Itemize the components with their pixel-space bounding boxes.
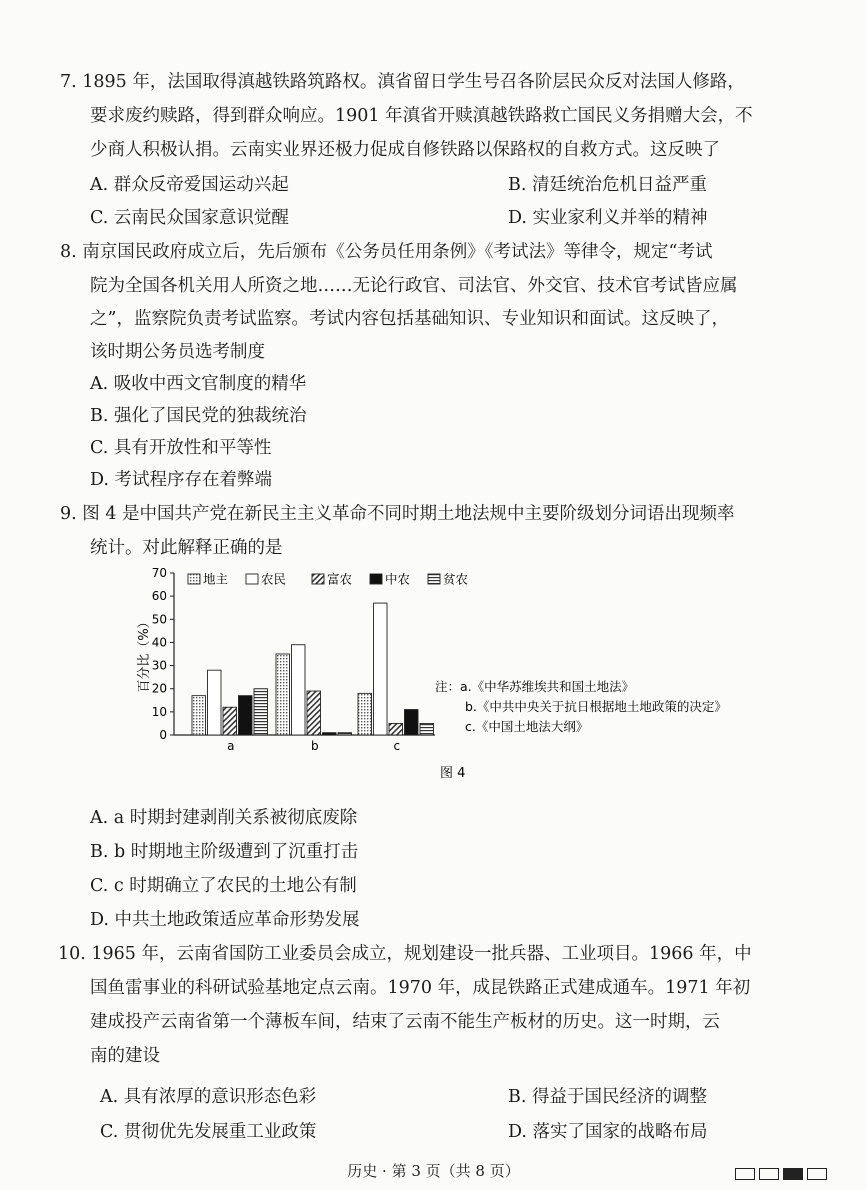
question-7-option-a[interactable]: A. 群众反帝爱国运动兴起 bbox=[90, 175, 289, 195]
chart-note-c: c.《中国土地法大纲》 bbox=[465, 719, 589, 734]
y-tick-label: 50 bbox=[151, 612, 167, 627]
bar-a-农民 bbox=[208, 670, 222, 735]
figure-caption: 图 4 bbox=[440, 766, 466, 781]
bar-a-中农 bbox=[239, 696, 253, 735]
question-10-line-3: 建成投产云南省第一个薄板车间，结束了云南不能生产板材的历史。这一时期，云 bbox=[90, 1012, 720, 1032]
bar-b-中农 bbox=[323, 733, 337, 735]
legend-swatch bbox=[312, 574, 324, 584]
question-7-option-d[interactable]: D. 实业家利义并举的精神 bbox=[508, 208, 708, 228]
question-10-line-1: 10. 1965 年，云南省国防工业委员会成立，规划建设一批兵器、工业项目。1966 年，中 bbox=[58, 944, 752, 964]
legend-swatch bbox=[188, 574, 200, 584]
question-9-line-1: 9. 图 4 是中国共产党在新民主主义革命不同时期土地法规中主要阶级划分词语出现频率 bbox=[60, 504, 735, 524]
question-9-option-b[interactable]: B. b 时期地主阶级遭到了沉重打击 bbox=[90, 842, 359, 862]
marker-box-empty-icon bbox=[735, 1168, 755, 1180]
question-7-line-3: 少商人积极认捐。云南实业界还极力促成自修铁路以保路权的自救方式。这反映了 bbox=[90, 140, 720, 160]
question-9-line-2: 统计。对此解释正确的是 bbox=[90, 538, 283, 558]
y-tick-label: 20 bbox=[151, 681, 167, 696]
x-tick-label: c bbox=[393, 739, 401, 753]
question-10-option-c[interactable]: C. 贯彻优先发展重工业政策 bbox=[100, 1122, 317, 1142]
legend-label: 富农 bbox=[327, 571, 353, 587]
question-8-option-b[interactable]: B. 强化了国民党的独裁统治 bbox=[90, 406, 307, 426]
question-8-line-4: 该时期公务员选考制度 bbox=[90, 342, 265, 362]
question-8-line-3: 之”，监察院负责考试监察。考试内容包括基础知识、专业知识和面试。这反映了， bbox=[90, 309, 729, 329]
bar-b-贫农 bbox=[338, 733, 352, 735]
y-tick-label: 60 bbox=[151, 589, 167, 604]
legend-swatch bbox=[246, 574, 258, 584]
y-tick-label: 30 bbox=[151, 658, 167, 673]
question-7-option-c[interactable]: C. 云南民众国家意识觉醒 bbox=[90, 208, 289, 228]
bar-c-农民 bbox=[374, 603, 388, 735]
legend-label: 贫农 bbox=[443, 571, 469, 587]
question-7-option-b[interactable]: B. 清廷统治危机日益严重 bbox=[508, 175, 707, 195]
bar-a-贫农 bbox=[254, 689, 268, 735]
bar-b-地主 bbox=[276, 654, 290, 735]
chart-note-a: 注：a.《中华苏维埃共和国土地法》 bbox=[435, 679, 635, 694]
question-8-line-1: 8. 南京国民政府成立后，先后颁布《公务员任用条例》《考试法》等律令，规定“考试 bbox=[60, 242, 713, 262]
y-tick-label: 40 bbox=[151, 635, 167, 650]
bar-c-地主 bbox=[358, 693, 372, 735]
question-8-line-2: 院为全国各机关用人所资之地……无论行政官、司法官、外交官、技术官考试皆应属 bbox=[90, 276, 738, 296]
page-footer: 历史 · 第 3 页（共 8 页） bbox=[347, 1162, 520, 1180]
bar-b-农民 bbox=[292, 645, 306, 735]
bar-c-富农 bbox=[389, 723, 403, 735]
question-10-line-4: 南的建设 bbox=[90, 1046, 160, 1066]
chart-note-b: b.《中共中央关于抗日根据地土地政策的决定》 bbox=[465, 699, 727, 714]
legend-swatch bbox=[428, 574, 440, 584]
question-10-option-b[interactable]: B. 得益于国民经济的调整 bbox=[508, 1087, 707, 1107]
x-tick-label: a bbox=[227, 739, 235, 753]
bar-b-富农 bbox=[307, 691, 321, 735]
bar-chart bbox=[130, 565, 790, 790]
question-10-option-d[interactable]: D. 落实了国家的战略布局 bbox=[508, 1122, 708, 1142]
question-8-option-d[interactable]: D. 考试程序存在着弊端 bbox=[90, 470, 273, 490]
bar-a-地主 bbox=[192, 696, 206, 735]
marker-box-empty-icon bbox=[807, 1168, 827, 1180]
y-tick-label: 70 bbox=[151, 566, 167, 580]
question-7-line-1: 7. 1895 年，法国取得滇越铁路筑路权。滇省留日学生号召各阶层民众反对法国人修路， bbox=[60, 72, 745, 92]
legend-label: 农民 bbox=[261, 571, 287, 587]
bar-a-富农 bbox=[223, 707, 237, 735]
y-axis-label: 百分比（%） bbox=[137, 615, 152, 693]
page-marker-boxes bbox=[735, 1163, 831, 1182]
legend-label: 地主 bbox=[203, 571, 229, 587]
question-8-option-c[interactable]: C. 具有开放性和平等性 bbox=[90, 438, 272, 458]
question-9-option-a[interactable]: A. a 时期封建剥削关系被彻底废除 bbox=[90, 808, 358, 828]
bar-c-贫农 bbox=[420, 723, 434, 735]
question-8-option-a[interactable]: A. 吸收中西文官制度的精华 bbox=[90, 374, 307, 394]
legend-swatch bbox=[370, 574, 382, 584]
question-7-line-2: 要求废约赎路，得到群众响应。1901 年滇省开赎滇越铁路救亡国民义务捐赠大会，不 bbox=[90, 106, 753, 126]
legend-label: 中农 bbox=[385, 571, 411, 587]
y-tick-label: 10 bbox=[151, 704, 167, 719]
y-tick-label: 0 bbox=[159, 728, 167, 742]
question-10-option-a[interactable]: A. 具有浓厚的意识形态色彩 bbox=[100, 1087, 317, 1107]
figure-4 bbox=[130, 565, 790, 790]
question-9-option-d[interactable]: D. 中共土地政策适应革命形势发展 bbox=[90, 910, 360, 930]
question-10-line-2: 国鱼雷事业的科研试验基地定点云南。1970 年，成昆铁路正式建成通车。1971 年初 bbox=[90, 978, 751, 998]
x-tick-label: b bbox=[310, 739, 319, 753]
bar-c-中农 bbox=[405, 710, 419, 735]
marker-box-empty-icon bbox=[759, 1168, 779, 1180]
question-9-option-c[interactable]: C. c 时期确立了农民的土地公有制 bbox=[90, 876, 357, 896]
marker-box-filled-icon bbox=[783, 1168, 803, 1180]
